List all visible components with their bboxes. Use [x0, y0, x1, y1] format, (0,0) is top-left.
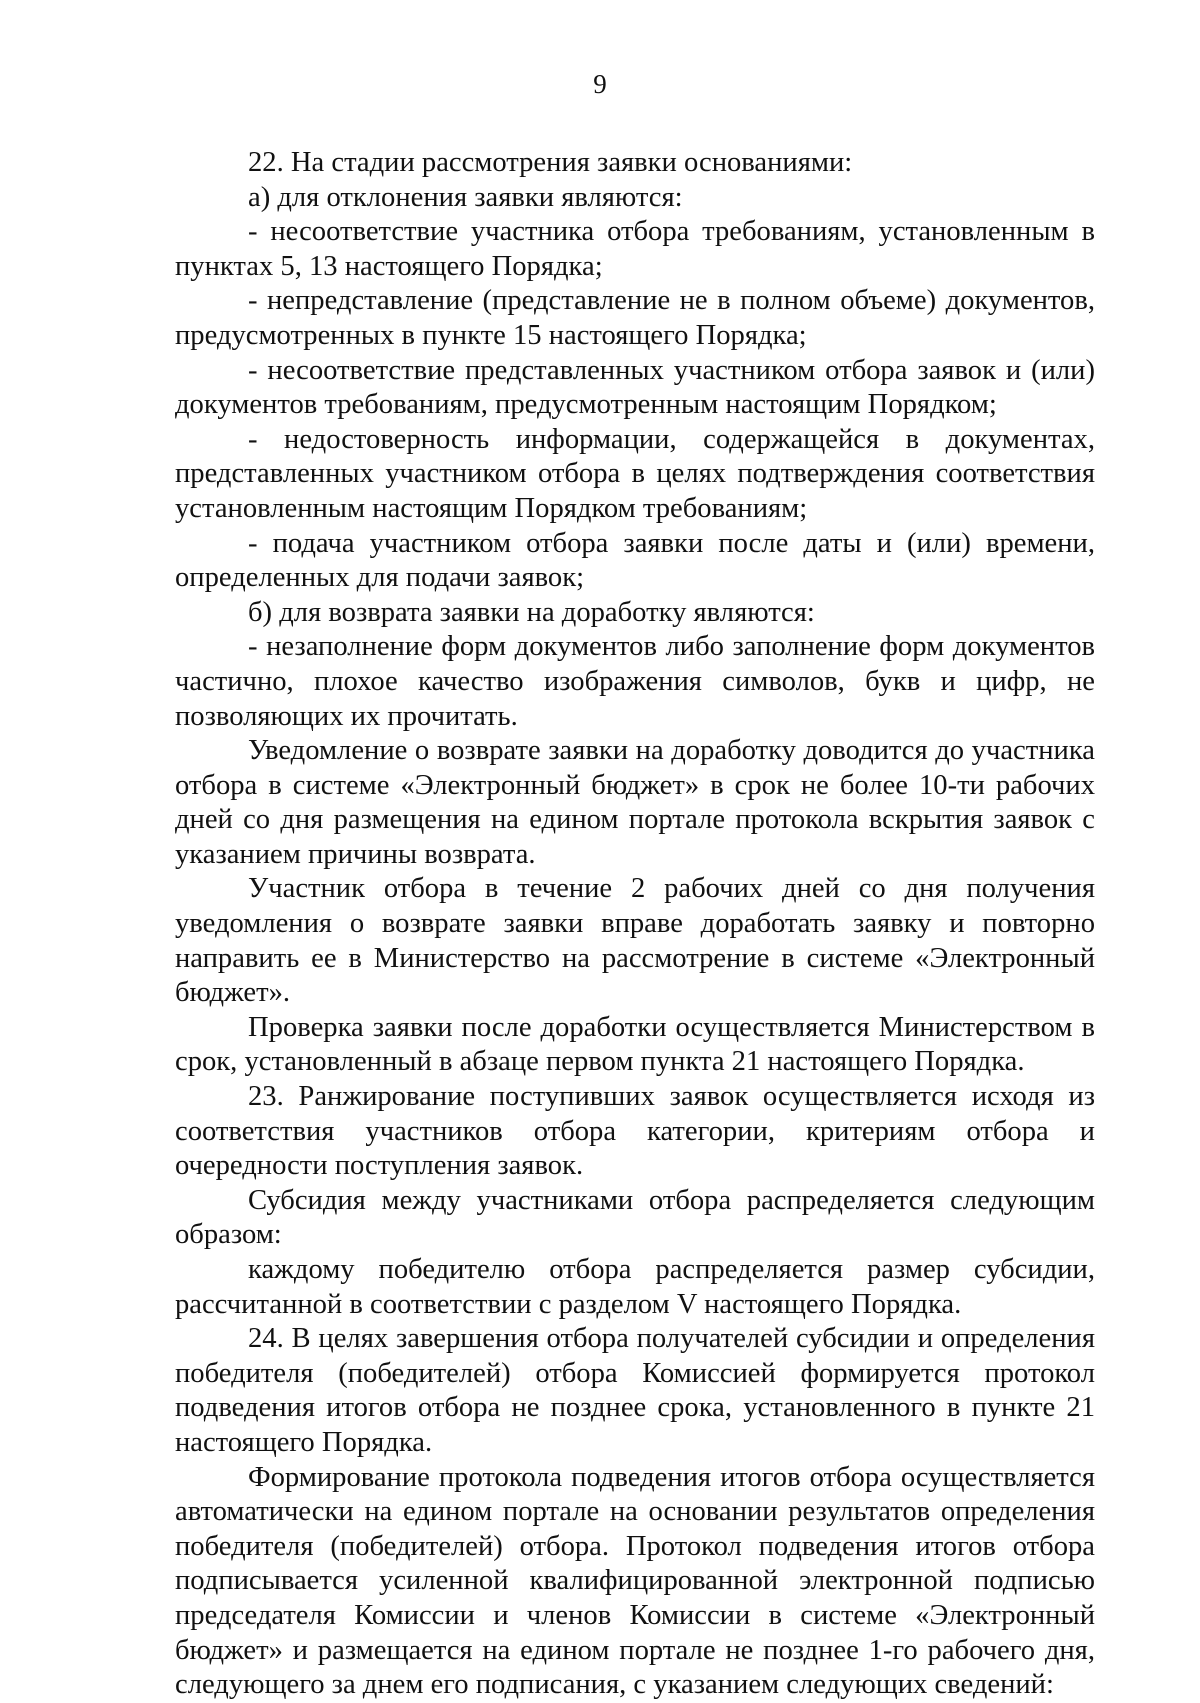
paragraph: - несоответствие участника отбора требованиям, установленным в пунктах 5, 13 настоящего Порядка;: [175, 216, 1095, 282]
paragraph: а) для отклонения заявки являются:: [248, 181, 683, 213]
page-number: 9: [593, 69, 607, 99]
document-body: [175, 146, 1095, 1703]
paragraph: 23. Ранжирование поступивших заявок осуществляется исходя из соответствия участников отбора категории, критериям отбора и очередности поступления заявок.: [175, 1081, 1095, 1182]
paragraph: - непредставление (представление не в полном объеме) документов, предусмотренных в пункте 15 настоящего Порядка;: [175, 285, 1095, 351]
paragraph: 22. На стадии рассмотрения заявки основаниями:: [248, 147, 853, 178]
paragraph: - подача участником отбора заявки после даты и (или) времени, определенных для подачи заявок;: [175, 527, 1095, 594]
paragraph: Субсидия между участниками отбора распределяется следующим образом:: [175, 1184, 1095, 1251]
paragraph: - недостоверность информации, содержащейся в документах, представленных участником отбора в целях подтверждения соответствия установленным настоящим Порядком требованиям;: [175, 423, 1095, 524]
paragraph: каждому победителю отбора распределяется размер субсидии, рассчитанной в соответствии с разделом V настоящего Порядка.: [175, 1254, 1095, 1320]
paragraph: - незаполнение форм документов либо заполнение форм документов частично, плохое качество изображения символов, букв и цифр, не позволяющих их прочитать.: [175, 631, 1095, 732]
paragraph: Формирование протокола подведения итогов отбора осуществляется автоматически на едином портале на основании результатов определения победителя (победителей) отбора. Протокол подведения итогов отбора подписывается усиленной квалифицированной электронной подписью председателя Комиссии и членов Комиссии в системе «Электронный бюджет» и размещается на едином портале не позднее 1-го рабочего дня, следующего за днем его подписания, с указанием следующих сведений:: [175, 1461, 1095, 1701]
paragraph: Уведомление о возврате заявки на доработку доводится до участника отбора в системе «Электронный бюджет» в срок не более 10-ти рабочих дней со дня размещения на едином портале протокола вскрытия заявок с указанием причины возврата.: [175, 735, 1095, 870]
paragraph: 24. В целях завершения отбора получателей субсидии и определения победителя (победителей) отбора Комиссией формируется протокол подведения итогов отбора не позднее срока, установленного в пункте 21 настоящего Порядка.: [175, 1323, 1095, 1458]
paragraph: - несоответствие представленных участником отбора заявок и (или) документов требованиям, предусмотренным настоящим Порядком;: [175, 354, 1095, 421]
paragraph: Проверка заявки после доработки осуществляется Министерством в срок, установленный в абзаце первом пункта 21 настоящего Порядка.: [175, 1011, 1095, 1078]
paragraph: б) для возврата заявки на доработку являются:: [248, 596, 815, 628]
paragraph: Участник отбора в течение 2 рабочих дней со дня получения уведомления о возврате заявки вправе доработать заявку и повторно направить ее в Министерство на рассмотрение в системе «Электронный бюджет».: [175, 873, 1095, 1009]
